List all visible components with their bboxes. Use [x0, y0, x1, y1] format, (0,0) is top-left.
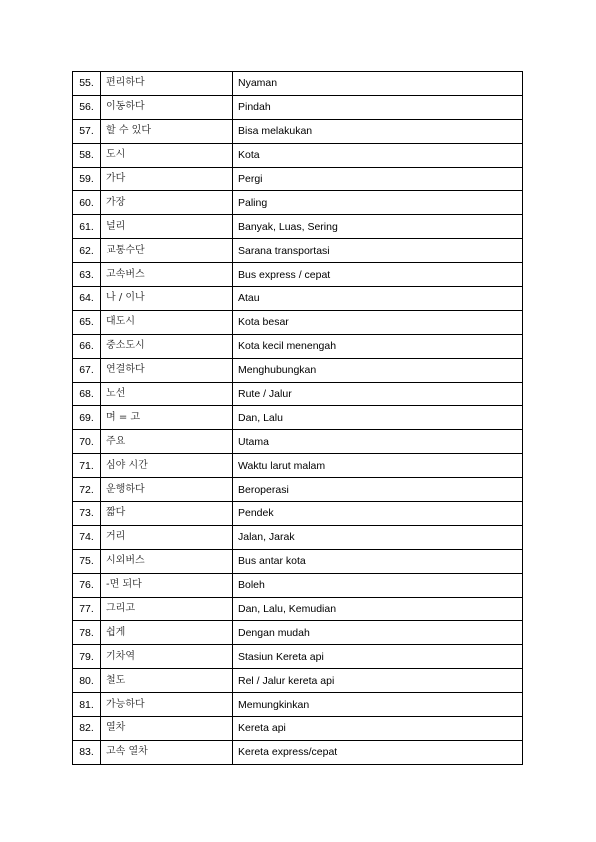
korean-word: 이동하다 — [101, 95, 233, 119]
entry-number: 62. — [73, 239, 101, 263]
indonesian-meaning: Rute / Jalur — [233, 382, 523, 406]
korean-word: 시외버스 — [101, 549, 233, 573]
indonesian-meaning: Dan, Lalu — [233, 406, 523, 430]
entry-number: 58. — [73, 143, 101, 167]
indonesian-meaning: Boleh — [233, 573, 523, 597]
table-row — [73, 549, 523, 573]
entry-number: 67. — [73, 358, 101, 382]
korean-word: 며 = 고 — [101, 406, 233, 430]
korean-word: 교통수단 — [101, 239, 233, 263]
entry-number: 75. — [73, 549, 101, 573]
table-row — [73, 669, 523, 693]
table-row — [73, 502, 523, 526]
entry-number: 64. — [73, 287, 101, 311]
indonesian-meaning: Beroperasi — [233, 478, 523, 502]
entry-number: 66. — [73, 334, 101, 358]
table-row — [73, 717, 523, 741]
table-row — [73, 167, 523, 191]
indonesian-meaning: Dengan mudah — [233, 621, 523, 645]
korean-word: 나 / 이나 — [101, 287, 233, 311]
korean-word: 대도시 — [101, 310, 233, 334]
indonesian-meaning: Atau — [233, 287, 523, 311]
entry-number: 59. — [73, 167, 101, 191]
table-row — [73, 382, 523, 406]
korean-word: 고속버스 — [101, 263, 233, 287]
indonesian-meaning: Jalan, Jarak — [233, 525, 523, 549]
table-row — [73, 215, 523, 239]
korean-word: 기차역 — [101, 645, 233, 669]
entry-number: 65. — [73, 310, 101, 334]
korean-word: 중소도시 — [101, 334, 233, 358]
indonesian-meaning: Banyak, Luas, Sering — [233, 215, 523, 239]
indonesian-meaning: Dan, Lalu, Kemudian — [233, 597, 523, 621]
indonesian-meaning: Kereta api — [233, 717, 523, 741]
indonesian-meaning: Stasiun Kereta api — [233, 645, 523, 669]
korean-word: 도시 — [101, 143, 233, 167]
entry-number: 70. — [73, 430, 101, 454]
korean-word: 운행하다 — [101, 478, 233, 502]
entry-number: 72. — [73, 478, 101, 502]
table-row — [73, 310, 523, 334]
korean-word: 가다 — [101, 167, 233, 191]
entry-number: 55. — [73, 72, 101, 96]
indonesian-meaning: Bus express / cepat — [233, 263, 523, 287]
table-row — [73, 72, 523, 96]
entry-number: 78. — [73, 621, 101, 645]
table-row — [73, 358, 523, 382]
table-row — [73, 95, 523, 119]
vocabulary-table — [72, 71, 523, 765]
entry-number: 80. — [73, 669, 101, 693]
korean-word: 그리고 — [101, 597, 233, 621]
korean-word: 주요 — [101, 430, 233, 454]
entry-number: 81. — [73, 693, 101, 717]
table-row — [73, 287, 523, 311]
korean-word: 거리 — [101, 525, 233, 549]
indonesian-meaning: Menghubungkan — [233, 358, 523, 382]
entry-number: 77. — [73, 597, 101, 621]
indonesian-meaning: Waktu larut malam — [233, 454, 523, 478]
indonesian-meaning: Utama — [233, 430, 523, 454]
indonesian-meaning: Pergi — [233, 167, 523, 191]
table-row — [73, 191, 523, 215]
entry-number: 60. — [73, 191, 101, 215]
entry-number: 74. — [73, 525, 101, 549]
entry-number: 61. — [73, 215, 101, 239]
korean-word: 짧다 — [101, 502, 233, 526]
table-row — [73, 621, 523, 645]
indonesian-meaning: Kota besar — [233, 310, 523, 334]
entry-number: 63. — [73, 263, 101, 287]
indonesian-meaning: Nyaman — [233, 72, 523, 96]
indonesian-meaning: Paling — [233, 191, 523, 215]
indonesian-meaning: Pindah — [233, 95, 523, 119]
korean-word: 편리하다 — [101, 72, 233, 96]
korean-word: 철도 — [101, 669, 233, 693]
korean-word: 가장 — [101, 191, 233, 215]
table-row — [73, 263, 523, 287]
indonesian-meaning: Kota — [233, 143, 523, 167]
table-row — [73, 406, 523, 430]
table-row — [73, 119, 523, 143]
table-row — [73, 693, 523, 717]
entry-number: 83. — [73, 740, 101, 764]
korean-word: 할 수 있다 — [101, 119, 233, 143]
entry-number: 76. — [73, 573, 101, 597]
korean-word: -면 되다 — [101, 573, 233, 597]
korean-word: 널리 — [101, 215, 233, 239]
indonesian-meaning: Bus antar kota — [233, 549, 523, 573]
table-row — [73, 597, 523, 621]
entry-number: 69. — [73, 406, 101, 430]
korean-word: 연결하다 — [101, 358, 233, 382]
table-row — [73, 573, 523, 597]
indonesian-meaning: Kereta express/cepat — [233, 740, 523, 764]
indonesian-meaning: Rel / Jalur kereta api — [233, 669, 523, 693]
entry-number: 73. — [73, 502, 101, 526]
entry-number: 82. — [73, 717, 101, 741]
korean-word: 가능하다 — [101, 693, 233, 717]
table-row — [73, 454, 523, 478]
korean-word: 쉽게 — [101, 621, 233, 645]
indonesian-meaning: Sarana transportasi — [233, 239, 523, 263]
table-row — [73, 239, 523, 263]
table-row — [73, 740, 523, 764]
indonesian-meaning: Pendek — [233, 502, 523, 526]
table-row — [73, 334, 523, 358]
korean-word: 고속 열차 — [101, 740, 233, 764]
table-row — [73, 430, 523, 454]
indonesian-meaning: Memungkinkan — [233, 693, 523, 717]
entry-number: 56. — [73, 95, 101, 119]
vocabulary-table-body — [73, 72, 523, 765]
entry-number: 79. — [73, 645, 101, 669]
entry-number: 68. — [73, 382, 101, 406]
indonesian-meaning: Kota kecil menengah — [233, 334, 523, 358]
korean-word: 열차 — [101, 717, 233, 741]
entry-number: 71. — [73, 454, 101, 478]
table-row — [73, 143, 523, 167]
korean-word: 심야 시간 — [101, 454, 233, 478]
indonesian-meaning: Bisa melakukan — [233, 119, 523, 143]
table-row — [73, 478, 523, 502]
korean-word: 노선 — [101, 382, 233, 406]
entry-number: 57. — [73, 119, 101, 143]
table-row — [73, 645, 523, 669]
table-row — [73, 525, 523, 549]
